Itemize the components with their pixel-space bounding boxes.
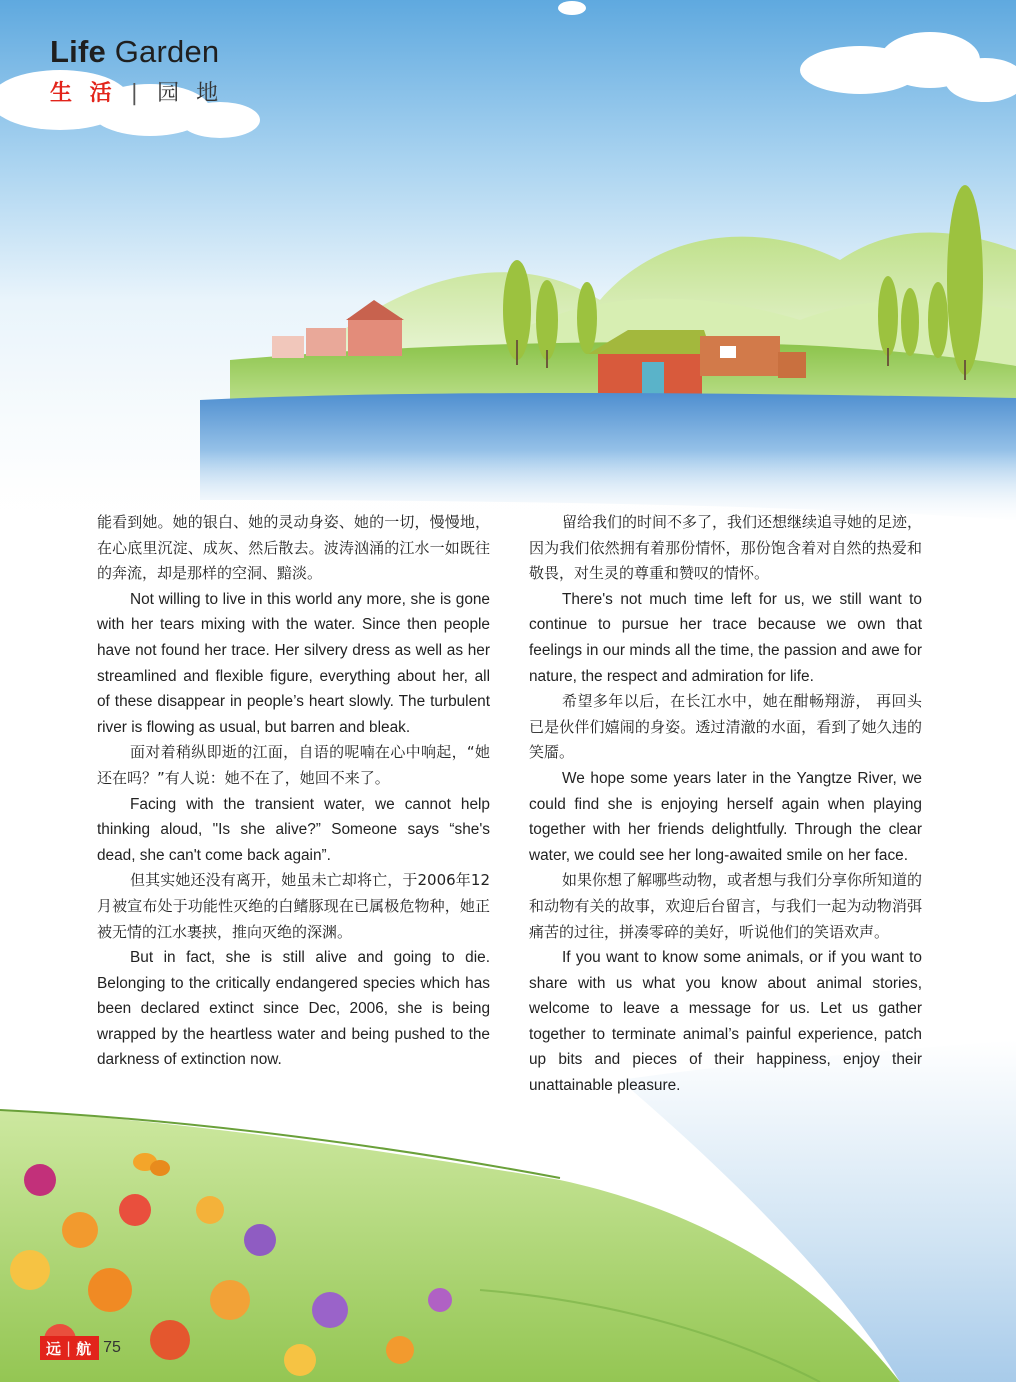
title-cn-separator: | bbox=[130, 81, 144, 106]
paragraph: If you want to know some animals, or if you want to share with us what you know about animal stories, welcome to leave a message for us. Let us gather together to terminate animal’s painful experience, patch up bits and pieces of their happiness, enjoy their unattainable pleasure. bbox=[529, 949, 922, 1095]
paragraph: There's not much time left for us, we still want to continue to pursue her trace because we own that feelings in our minds all the time, the passion and awe for nature, the respect and admiration for life. bbox=[529, 590, 922, 685]
paragraph: 希望多年以后，在长江水中，她在酣畅翔游， 再回头已是伙伴们嬉闹的身姿。透过清澈的水面，看到了她久违的笑靥。 bbox=[529, 692, 922, 762]
section-title-cn bbox=[50, 76, 223, 107]
page-footer bbox=[40, 1336, 121, 1360]
right-column bbox=[529, 510, 922, 1099]
magazine-tag-left: 远 bbox=[46, 1339, 64, 1358]
section-title-en bbox=[50, 34, 223, 70]
paragraph: Facing with the transient water, we cannot help thinking aloud, "Is she alive?” Someone says “she's dead, she can't come back again”. bbox=[97, 795, 490, 864]
title-rest: Garden bbox=[105, 34, 220, 69]
section-header bbox=[50, 34, 223, 107]
paragraph: But in fact, she is still alive and going to die. Belonging to the critically endangered species which has been declared extinct since Dec, 2006, she is being wrapped by the heartless water and being pushed to the darkness of extinction now. bbox=[97, 949, 490, 1069]
paragraph: 但其实她还没有离开，她虽未亡却将亡，于2006年12月被宣布处于功能性灭绝的白鳍豚现在已属极危物种，她正被无情的江水裹挟，推向灭绝的深渊。 bbox=[97, 871, 490, 941]
paragraph: 能看到她。她的银白、她的灵动身姿、她的一切，慢慢地，在心底里沉淀、成灰、然后散去。波涛汹涌的江水一如既往的奔流，却是那样的空洞、黯淡。 bbox=[97, 513, 490, 583]
magazine-tag-separator: | bbox=[66, 1339, 74, 1357]
paragraph: 面对着稍纵即逝的江面，自语的呢喃在心中响起，“她还在吗？”有人说：她不在了，她回不来了。 bbox=[97, 743, 490, 787]
paragraph: Not willing to live in this world any more, she is gone with her tears mixing with the water. Since then people have not found her trace. Her silvery dress as well as her streamlined and flexible figure, everything about her, all of these disappear in people’s heart slowly. The turbulent river is flowing as usual, but barren and bleak. bbox=[97, 590, 490, 736]
left-column bbox=[97, 510, 490, 1073]
title-bold: Life bbox=[50, 34, 106, 69]
page-number: 75 bbox=[103, 1339, 121, 1356]
paragraph: We hope some years later in the Yangtze River, we could find she is enjoying herself again when playing together with her friends delightfully. Through the clear water, we could see her long-awaited smile on her face. bbox=[529, 769, 922, 864]
title-cn-red: 生 活 bbox=[50, 81, 117, 106]
title-cn-dark: 园 地 bbox=[157, 81, 224, 106]
paragraph: 留给我们的时间不多了，我们还想继续追寻她的足迹，因为我们依然拥有着那份情怀，那份饱含着对自然的热爱和敬畏，对生灵的尊重和赞叹的情怀。 bbox=[529, 513, 923, 583]
paragraph: 如果你想了解哪些动物，或者想与我们分享你所知道的和动物有关的故事，欢迎后台留言，与我们一起为动物消弭痛苦的过往，拼凑零碎的美好，听说他们的笑语欢声。 bbox=[529, 871, 923, 941]
magazine-tag-right: 航 bbox=[76, 1339, 94, 1358]
magazine-tag bbox=[40, 1336, 99, 1360]
